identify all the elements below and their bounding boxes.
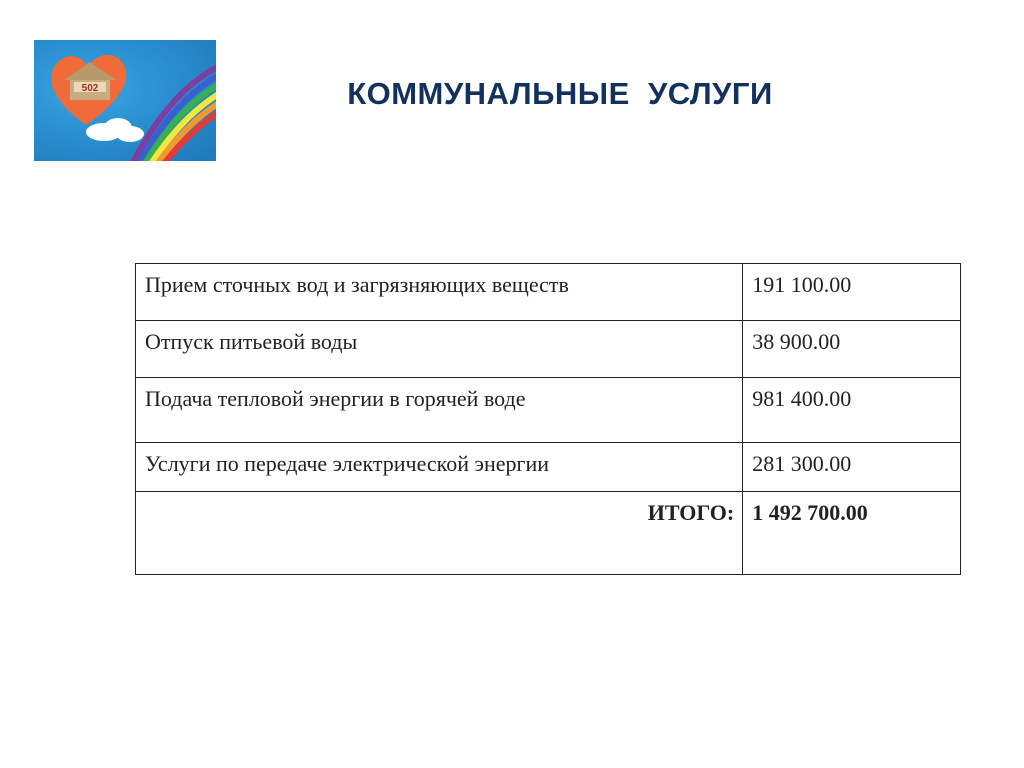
table-row xyxy=(136,264,961,321)
logo-image xyxy=(34,40,216,161)
total-label: ИТОГО: xyxy=(136,492,743,575)
total-row xyxy=(136,492,961,575)
services-table xyxy=(135,263,961,575)
service-value-cell: 281 300.00 xyxy=(743,443,961,492)
service-name-cell: Отпуск питьевой воды xyxy=(136,321,743,378)
table-row xyxy=(136,378,961,443)
total-value: 1 492 700.00 xyxy=(743,492,961,575)
logo-house-number: 502 xyxy=(81,83,99,94)
page-title: КОММУНАЛЬНЫЕ УСЛУГИ xyxy=(347,76,773,111)
service-value-cell: 38 900.00 xyxy=(743,321,961,378)
service-value-cell: 191 100.00 xyxy=(743,264,961,321)
service-name-cell: Прием сточных вод и загрязняющих веществ xyxy=(136,264,743,321)
heart-house-rainbow-icon xyxy=(34,40,216,161)
table-row xyxy=(136,443,961,492)
table-row xyxy=(136,321,961,378)
service-name-cell: Услуги по передаче электрической энергии xyxy=(136,443,743,492)
service-name-cell: Подача тепловой энергии в горячей воде xyxy=(136,378,743,443)
service-value-cell: 981 400.00 xyxy=(743,378,961,443)
